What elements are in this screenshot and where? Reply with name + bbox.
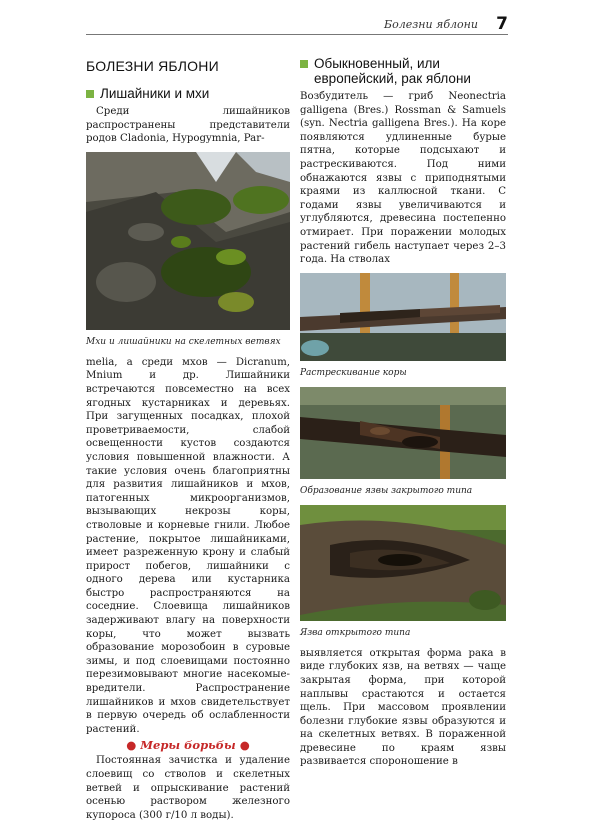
closed-ulcer-caption: Образование язвы закрытого типа xyxy=(300,485,473,496)
right-column xyxy=(300,56,506,769)
closed-ulcer-photo xyxy=(300,387,506,479)
lichens-subheading xyxy=(86,86,290,101)
green-square-bullet-icon xyxy=(300,60,308,68)
lichens-intro-text: Среди лишайников распространены представители родов Cladonia, Hypogymnia, Par- xyxy=(86,106,290,145)
open-ulcer-caption: Язва открытого типа xyxy=(300,627,411,638)
canker-heading-text: Обыкновенный, или европейский, рак яблони xyxy=(314,56,471,86)
canker-intro-text: Возбудитель — гриб Neonectria galligena (Bres.) Rossman & Samuels (syn. Nectria galligena Bres.). На коре появляются удлиненные бурые пятна, которые подсыхают и растрескиваются. Под ними обнажаются язвы с приподнятыми краями из каллюсной ткани. С годами язвы увеличиваются и углубляются, древесина постепенно отмирает. При поражении молодых растений гибель наступает через 2–3 года. На стволах xyxy=(300,91,506,266)
lichens-body-text: melia, а среди мхов — Dicranum, Mnium и др. Лишайники встречаются повсеместно на всех ягодных кустарниках и деревьях. При загущенных посадках, плохой проветриваемости, слабой освещенности кустов создаются условия повышенной влажности. А такие условия очень благоприятны для развития лишайников и мхов, патогенных микроорганизмов, вызывающих некрозы коры, стволовые и корневые гнили. Любое растение, покрытое лишайниками, имеет разреженную крону и слабый прирост побегов, лишайники с одного дерева или кустарника быстро распространяются на соседние. Слоевища лишайников задерживают влагу на поверхности коры, что может вызвать образование морозобоин в суровые зимы, и под слоевищами постоянно перезимовывают многие насекомые-вредители. Распространение лишайников и мхов свидетельствует в первую очередь об ослабленности растений. xyxy=(86,356,290,735)
running-header xyxy=(86,14,508,40)
canker-continued-text: выявляется открытая форма рака в виде глубоких язв, на ветвях — чаще закрытая форма, при которой наплывы срастаются и остается щель. При массовом проявлении болезни глубокие язвы образуются и на скелетных ветвях. В пораженной древесине по краям язвы развивается спороношение в xyxy=(300,647,506,768)
open-ulcer-photo xyxy=(300,505,506,621)
control-measures-heading xyxy=(86,738,290,752)
control-measures-text: Постоянная зачистка и удаление слоевищ со стволов и скелетных ветвей и опрыскивание растений осенью раствором железного купороса (300 г/10 л воды). xyxy=(86,755,290,821)
canker-heading xyxy=(300,56,506,86)
lichens-subheading-text: Лишайники и мхи xyxy=(100,86,210,101)
control-measures-label: Меры борьбы xyxy=(140,738,236,753)
page-number: 7 xyxy=(496,14,508,34)
section-title: БОЛЕЗНИ ЯБЛОНИ xyxy=(86,58,219,74)
bark-cracking-caption: Растрескивание коры xyxy=(300,367,407,378)
bullet-dot-icon: ● xyxy=(126,738,137,753)
moss-lichen-photo xyxy=(86,152,290,330)
moss-photo-caption: Мхи и лишайники на скелетных ветвях xyxy=(86,336,281,347)
left-column xyxy=(86,56,290,822)
header-rule xyxy=(86,34,508,35)
bark-cracking-photo xyxy=(300,273,506,361)
green-square-bullet-icon xyxy=(86,90,94,98)
bullet-dot-icon: ● xyxy=(239,738,250,753)
running-header-title: Болезни яблони xyxy=(378,18,478,31)
